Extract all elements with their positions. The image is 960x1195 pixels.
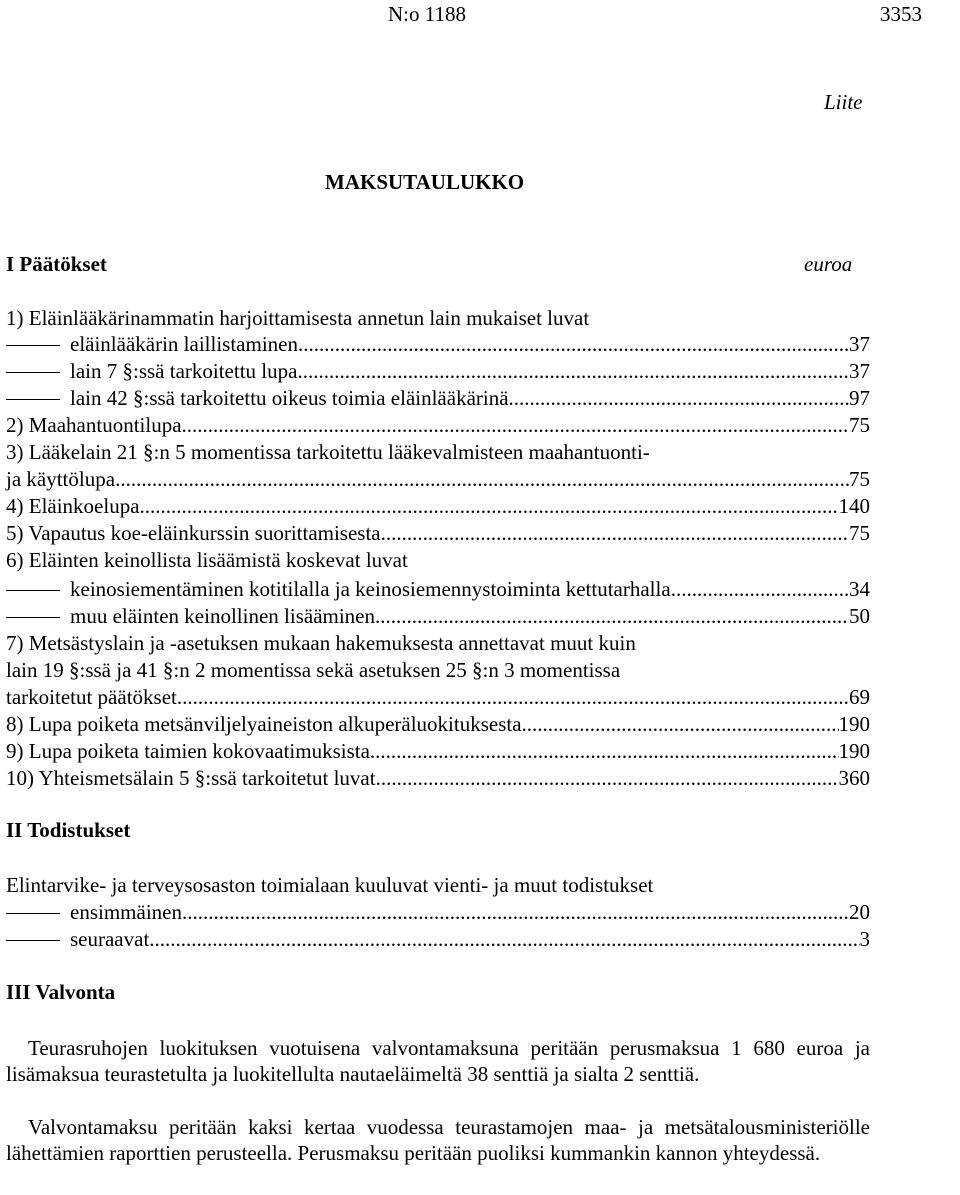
- fee-line: [6, 385, 870, 411]
- fee-line: [6, 684, 870, 710]
- dot-leader: [671, 576, 849, 602]
- fee-value: 75: [849, 413, 870, 437]
- fee-value: 3: [859, 927, 870, 951]
- supervision-paragraph-1: Teurasruhojen luokituksen vuotuisena valvontamaksuna peritään perusmaksua 1 680 euroa ja lisämaksua teurastetulta ja luokitellulta nautaeläimeltä 38 senttiä ja sialta 2 senttiä.: [6, 1036, 870, 1086]
- dot-leader: [376, 765, 839, 791]
- fee-line: [6, 765, 870, 791]
- fee-line: [6, 439, 870, 465]
- fee-label: 5) Vapautus koe-eläinkurssin suorittamisesta: [6, 521, 381, 545]
- dot-leader: [115, 466, 849, 492]
- fee-value: 50: [849, 604, 870, 628]
- fee-value: 190: [838, 712, 870, 736]
- dot-leader: [149, 926, 859, 952]
- fee-value: 360: [838, 766, 870, 790]
- dot-leader: [370, 738, 839, 764]
- section-heading-supervision: III Valvonta: [6, 980, 116, 1004]
- fee-line: [6, 520, 870, 546]
- fee-line: [6, 899, 870, 925]
- dot-leader: [509, 385, 849, 411]
- dash-mark: [6, 372, 60, 373]
- fee-value: 34: [849, 577, 870, 601]
- fee-line: [6, 630, 870, 656]
- fee-line: [6, 926, 870, 952]
- fee-label: eläinlääkärin laillistaminen: [6, 331, 298, 357]
- fee-label: lain 7 §:ssä tarkoitettu lupa: [6, 358, 297, 384]
- fee-label: tarkoitetut päätökset: [6, 685, 177, 709]
- page-title: MAKSUTAULUKKO: [325, 170, 525, 194]
- fee-line: [6, 331, 870, 357]
- fee-line: [6, 466, 870, 492]
- dash-mark: [6, 913, 60, 914]
- fee-line: [6, 358, 870, 384]
- dot-leader: [177, 684, 849, 710]
- fee-heading: 7) Metsästyslain ja -asetuksen mukaan hakemuksesta annettavat muut kuin: [6, 631, 636, 655]
- fee-label: 9) Lupa poiketa taimien kokovaatimuksista: [6, 739, 370, 763]
- fee-line: [6, 738, 870, 764]
- fee-label: 10) Yhteismetsälain 5 §:ssä tarkoitetut luvat: [6, 766, 376, 790]
- dot-leader: [297, 358, 849, 384]
- dash-mark: [6, 345, 60, 346]
- page-number: 3353: [880, 2, 922, 26]
- dot-leader: [298, 331, 849, 357]
- fee-line: [6, 603, 870, 629]
- fee-label: ensimmäinen: [6, 899, 182, 925]
- dot-leader: [375, 603, 849, 629]
- unit-label: euroa: [804, 252, 853, 276]
- fee-heading: lain 19 §:ssä ja 41 §:n 2 momentissa sekä asetuksen 25 §:n 3 momentissa: [6, 658, 621, 682]
- fee-line: [6, 412, 870, 438]
- fee-value: 37: [849, 359, 870, 383]
- appendix-label: Liite: [824, 90, 863, 114]
- fee-value: 75: [849, 467, 870, 491]
- fee-label: ja käyttölupa: [6, 467, 116, 491]
- dash-mark: [6, 617, 60, 618]
- fee-label: keinosiementäminen kotitilalla ja keinosiemennystoiminta kettutarhalla: [6, 576, 671, 602]
- fee-heading: 1) Eläinlääkärinammatin harjoittamisesta annetun lain mukaiset luvat: [6, 306, 590, 330]
- dash-mark: [6, 940, 60, 941]
- fee-value: 20: [849, 900, 870, 924]
- page-header-left: N:o 1188: [388, 2, 466, 26]
- dot-leader: [140, 493, 839, 519]
- fee-label: 2) Maahantuontilupa: [6, 413, 182, 437]
- fee-value: 97: [849, 386, 870, 410]
- fee-label: 8) Lupa poiketa metsänviljelyaineiston alkuperäluokituksesta: [6, 712, 522, 736]
- fee-line: [6, 711, 870, 737]
- fee-value: 140: [838, 494, 870, 518]
- fee-value: 75: [849, 521, 870, 545]
- fee-line: [6, 493, 870, 519]
- dash-mark: [6, 590, 60, 591]
- fee-label: seuraavat: [6, 926, 149, 952]
- fee-line: [6, 305, 870, 331]
- supervision-paragraph-2: Valvontamaksu peritään kaksi kertaa vuodessa teurastamojen maa- ja metsätalousministeriölle lähettämien raporttien perusteella. Perusmaksu peritään puoliksi kummankin kannon yhteydessä.: [6, 1115, 870, 1165]
- dot-leader: [182, 412, 849, 438]
- dot-leader: [182, 899, 849, 925]
- fee-value: 37: [849, 332, 870, 356]
- dash-mark: [6, 399, 60, 400]
- dot-leader: [522, 711, 839, 737]
- fee-heading: 3) Lääkelain 21 §:n 5 momentissa tarkoitettu lääkevalmisteen maahantuonti-: [6, 440, 650, 464]
- dot-leader: [381, 520, 849, 546]
- fee-label: 4) Eläinkoelupa: [6, 494, 140, 518]
- section-heading-decisions: I Päätökset: [6, 252, 107, 276]
- section-heading-certificates: II Todistukset: [6, 818, 131, 842]
- certificate-intro: Elintarvike- ja terveysosaston toimialaan kuuluvat vienti- ja muut todistukset: [6, 873, 654, 897]
- fee-value: 190: [838, 739, 870, 763]
- fee-value: 69: [849, 685, 870, 709]
- fee-line: [6, 547, 870, 573]
- fee-line: [6, 576, 870, 602]
- fee-line: [6, 657, 870, 683]
- fee-heading: 6) Eläinten keinollista lisäämistä koskevat luvat: [6, 548, 408, 572]
- fee-label: muu eläinten keinollinen lisääminen: [6, 603, 375, 629]
- fee-label: lain 42 §:ssä tarkoitettu oikeus toimia eläinlääkärinä: [6, 385, 509, 411]
